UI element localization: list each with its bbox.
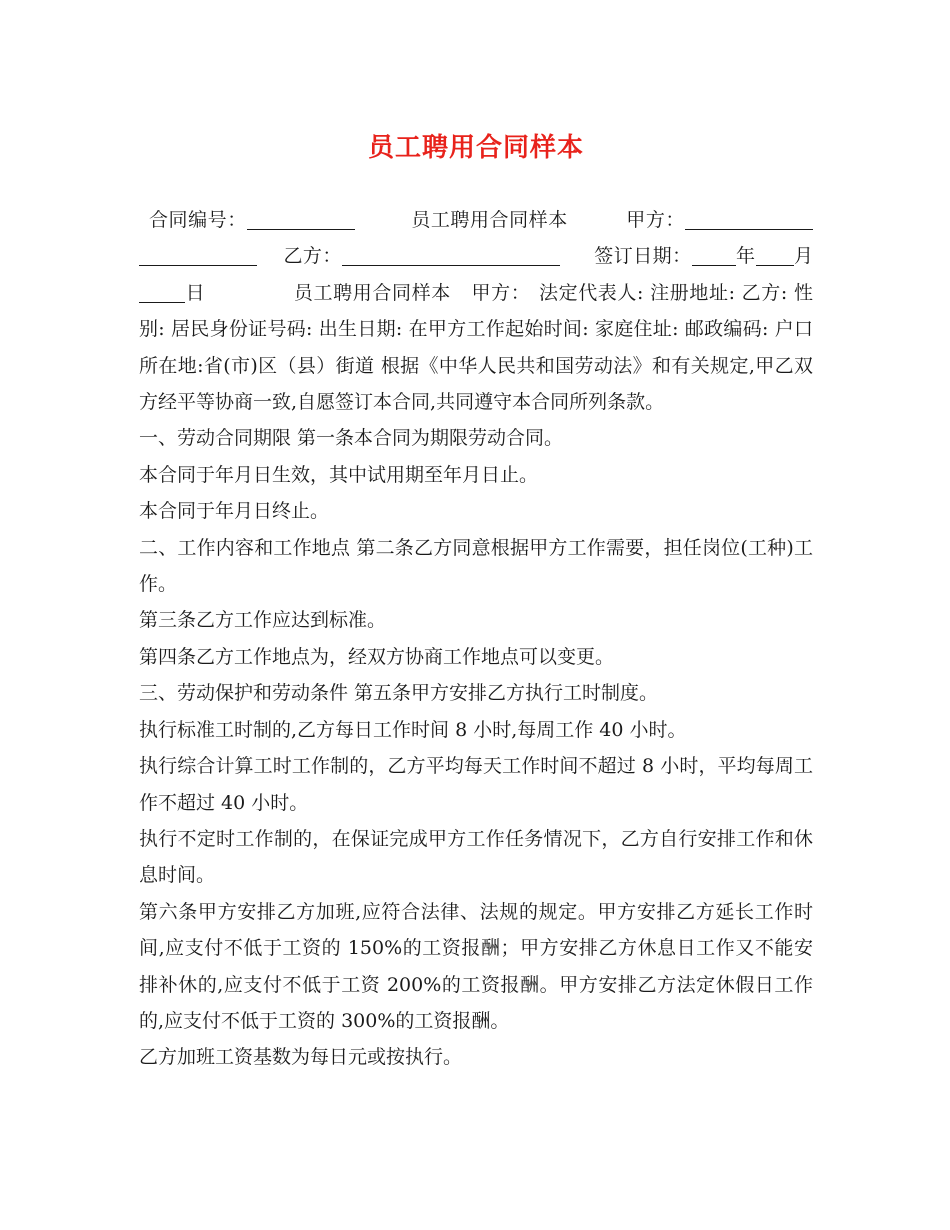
month-label: 月 bbox=[793, 245, 813, 268]
doc-name: 员工聘用合同样本 bbox=[410, 209, 568, 231]
month-blank bbox=[756, 241, 794, 266]
intro-text: 法定代表人: 注册地址: 乙方: 性别: 居民身份证号码: 出生日期: 在甲方工作起始时间: 家庭住址: 邮政编码: 户口所在地:省(市)区（县）街道 根据《中华人民共和国劳动法》和有关规定,甲乙双方经平等协商一致,自愿签订本合同,共同遵守本合同所列条款。 bbox=[139, 281, 813, 414]
contract-no-blank bbox=[247, 205, 355, 230]
year-blank bbox=[692, 241, 736, 266]
day-blank bbox=[139, 278, 185, 303]
paragraph-2: 本合同于年月日生效，其中试用期至年月日止。 bbox=[139, 463, 539, 486]
contract-no-label: 合同编号： bbox=[149, 209, 247, 231]
paragraph-5: 第三条乙方工作应达到标准。 bbox=[139, 609, 387, 632]
paragraph-8: 执行标准工时制的,乙方每日工作时间 8 小时,每周工作 40 小时。 bbox=[139, 718, 687, 741]
paragraph-1: 一、劳动合同期限 第一条本合同为期限劳动合同。 bbox=[139, 427, 564, 450]
sign-date-label: 签订日期： bbox=[593, 245, 692, 268]
paragraph-3: 本合同于年月日终止。 bbox=[139, 500, 330, 523]
paragraph-4: 二、工作内容和工作地点 第二条乙方同意根据甲方工作需要，担任岗位(工种)工作。 bbox=[139, 536, 813, 596]
paragraph-9: 执行综合计算工时工作制的，乙方平均每天工作时间不超过 8 小时，平均每周工作不超过 40 小时。 bbox=[139, 755, 813, 814]
party-b-label: 乙方： bbox=[283, 245, 342, 268]
year-label: 年 bbox=[735, 245, 756, 268]
party-a-blank-cont bbox=[139, 241, 257, 266]
document-title: 员工聘用合同样本 bbox=[367, 133, 584, 163]
party-a-blank bbox=[685, 205, 813, 230]
paragraph-12: 乙方加班工资基数为每日元或按执行。 bbox=[139, 1046, 463, 1069]
document-body bbox=[139, 202, 813, 1076]
doc-name-2: 员工聘用合同样本 bbox=[293, 281, 451, 304]
contract-header-paragraph bbox=[139, 202, 813, 420]
paragraph-10: 执行不定时工作制的，在保证完成甲方工作任务情况下，乙方自行安排工作和休息时间。 bbox=[139, 827, 813, 887]
paragraph-11: 第六条甲方安排乙方加班,应符合法律、法规的规定。甲方安排乙方延长工作时间,应支付不低于工资的 150%的工资报酬；甲方安排乙方休息日工作又不能安排补休的,应支付不低于工资 200%的工资报酬。甲方安排乙方法定休假日工作的,应支付不低于工资的 300%的工资报酬。 bbox=[139, 900, 813, 1032]
party-a-label-2: 甲方： bbox=[470, 281, 531, 304]
day-label: 日 bbox=[185, 281, 206, 304]
paragraph-7: 三、劳动保护和劳动条件 第五条甲方安排乙方执行工时制度。 bbox=[139, 682, 659, 705]
paragraph-6: 第四条乙方工作地点为，经双方协商工作地点可以变更。 bbox=[139, 645, 615, 668]
party-a-label: 甲方： bbox=[625, 209, 685, 231]
party-b-blank bbox=[342, 241, 560, 266]
